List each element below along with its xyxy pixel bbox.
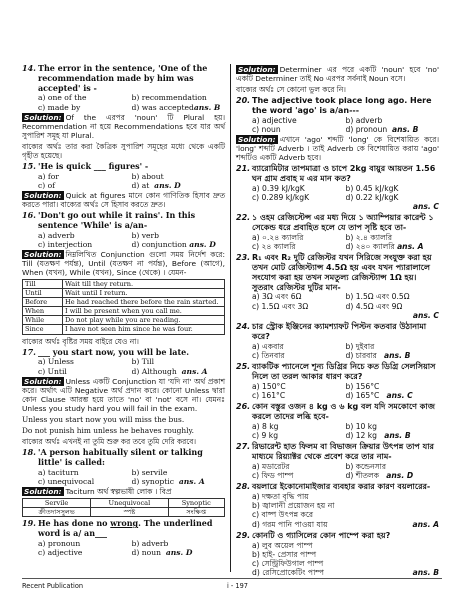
solution-label: Solution: bbox=[24, 191, 62, 201]
question-number: 15. bbox=[22, 160, 36, 171]
question-number: 29. bbox=[236, 530, 251, 540]
question-27 bbox=[236, 442, 439, 480]
option-d: d) ২৪০ ক্যালরি bbox=[345, 242, 395, 252]
answer: ans. D bbox=[154, 180, 181, 190]
question-number: 26. bbox=[236, 402, 251, 412]
underlined-word: wrong bbox=[110, 518, 139, 529]
option-c: c) unequivocal bbox=[38, 476, 95, 486]
option-d: d) গরম পানি পাওয়া যায় bbox=[252, 519, 328, 529]
question-number: 25. bbox=[236, 362, 251, 372]
question-19: 19. He has done no wrong. The underlined word is a/ an___ a) pronoun b) adverb c) adjective d) noun ans. D bbox=[22, 519, 225, 557]
option-d: d) conjunction bbox=[131, 239, 187, 249]
option-b: b) servile bbox=[131, 467, 168, 477]
question-number: 19. bbox=[22, 518, 36, 529]
option-c: c) ফিড পাম্প bbox=[252, 470, 294, 480]
question-text: ব্যাকটিক প্যানেলে শূন্য ডিগ্রির নিচে কত ডিগ্রি সেলসিয়াস নিলে তা তরল আকার ধারণ করে? bbox=[252, 362, 436, 381]
answer: ans. C bbox=[412, 310, 439, 320]
option-c: c) 1.5Ω এবং 3Ω bbox=[252, 301, 309, 311]
solution-translation: বাক্যের অর্থঃ এখনই না তুমি শুরু কর তবে তুমি দেরি করবে। bbox=[22, 436, 196, 446]
page-footer bbox=[22, 582, 442, 592]
option-c: c) তিনবার bbox=[252, 350, 285, 360]
question-text: The error in the sentence, 'One of the recommendation made by him was accepted' is - bbox=[38, 63, 208, 93]
option-d: d) 4.5Ω এবং 9Ω bbox=[345, 301, 403, 311]
option-a: a) taciturn bbox=[38, 467, 79, 477]
question-text: 'He is quick ___ figures' - bbox=[38, 160, 149, 171]
question-number: 28. bbox=[236, 482, 251, 492]
option-d: d) 12 kg bbox=[345, 430, 377, 440]
footer-rule bbox=[22, 578, 442, 579]
option-d: d) at bbox=[131, 180, 150, 190]
question-text: 'Don't go out while it rains'. In this sentence 'While' is a/an- bbox=[38, 210, 196, 230]
option-a: a) 150°C bbox=[252, 381, 286, 391]
example-sentence: Unless you start now you will miss the bus. bbox=[22, 414, 185, 424]
option-a: a) একবার bbox=[252, 341, 284, 351]
solution-text: Quick at figures মানে কোন গাণিতিক হিসাব দ্রুত করতে পারা। বাক্যের অর্থঃ সে হিসাব করতে দ্রুত। bbox=[22, 191, 225, 210]
table-header-row: Servile Unequivocal Synoptic bbox=[23, 499, 225, 508]
question-text: কোনটি ও গ্যাসিলের কোন পাম্পে করা হয়? bbox=[252, 530, 391, 540]
question-text: The adjective took place long ago. Here the word 'ago' is a/an--- bbox=[252, 96, 432, 115]
solution-text: নিম্নলিখিত Conjunction গুলো সময় নির্দেশ করে: Till (যতক্ষণ পর্যন্ত), Until (যতক্ষণ না পর্যন্ত), Before (আগে), When (যখন), While (যখন), Since (থেকে) । যেমন- bbox=[22, 250, 225, 278]
option-a: a) adjective bbox=[252, 115, 297, 125]
question-number: 22. bbox=[236, 213, 251, 223]
option-d: d) pronoun bbox=[345, 124, 388, 134]
option-c: c) of bbox=[38, 180, 56, 190]
option-c: c) adjective bbox=[38, 547, 83, 557]
question-number: 14. bbox=[22, 63, 36, 73]
option-b: b) Till bbox=[131, 357, 155, 367]
solution-label: Solution: bbox=[24, 376, 62, 386]
option-c: c) 0.289 kJ/kgK bbox=[252, 192, 310, 202]
option-a: a) 0.39 kJ/kgK bbox=[252, 183, 305, 193]
option-d: d) 165°C bbox=[345, 390, 380, 400]
option-d: d) Although bbox=[131, 366, 177, 376]
page-number: i - 197 bbox=[227, 582, 248, 590]
option-b: b) adverb bbox=[131, 538, 169, 548]
answer: ans. B bbox=[384, 430, 411, 440]
option-a: a) 8 kg bbox=[252, 421, 279, 431]
table-row: When I will be present when you call me. bbox=[23, 307, 225, 316]
question-text: 'A person habitually silent or talking little' is called: bbox=[38, 447, 203, 467]
option-d: d) was accepted bbox=[131, 102, 194, 112]
question-page bbox=[22, 63, 442, 578]
question-28 bbox=[236, 482, 439, 529]
question-24 bbox=[236, 322, 439, 360]
question-number: 16. bbox=[22, 210, 36, 221]
question-text: চার স্ট্রোক ইঞ্জিনের ক্যামশ্যাফট পিস্টন কতবার উঠানামা করে? bbox=[252, 322, 427, 341]
solution-label: Solution: bbox=[24, 487, 62, 496]
option-b: b) ২.৪ ক্যালরি bbox=[345, 232, 393, 242]
question-number: 20. bbox=[236, 96, 251, 106]
option-b: b) 1.5Ω এবং 0.5Ω bbox=[345, 292, 410, 302]
option-c: c) বাষ্প উৎপন্ন করে bbox=[252, 510, 314, 520]
question-number: 27. bbox=[236, 442, 251, 452]
solution-label: Solution: bbox=[238, 65, 276, 74]
solution-label: Solution: bbox=[24, 250, 62, 260]
option-b: b) about bbox=[131, 171, 164, 181]
option-b: b) হাই- প্রেসার পাম্প bbox=[252, 549, 317, 559]
option-d: d) noun bbox=[131, 547, 161, 557]
answer: ans. B bbox=[384, 350, 411, 360]
table-row: ক্রীতদাসসুলভ স্পষ্ট সংক্ষিপ্ত bbox=[23, 508, 225, 517]
question-16 bbox=[22, 211, 225, 345]
option-a: a) দক্ষতা বৃদ্ধি পায় bbox=[252, 491, 309, 501]
question-21 bbox=[236, 164, 439, 211]
publisher-name: Recent Publication bbox=[22, 582, 84, 590]
option-a: a) adverb bbox=[38, 230, 75, 240]
option-b: b) recommendation bbox=[131, 93, 207, 103]
option-d: d) synoptic bbox=[131, 476, 174, 486]
option-c: c) সেন্ট্রিফিউগাল পাম্প bbox=[252, 559, 324, 569]
option-b: b) adverb bbox=[345, 115, 383, 125]
solution-label: Solution: bbox=[24, 112, 62, 122]
column-divider bbox=[230, 64, 231, 572]
option-b: b) দুইবার bbox=[345, 341, 375, 351]
synonym-table bbox=[22, 498, 225, 517]
table-row: Before He had reached there before the rain started. bbox=[23, 298, 225, 307]
answer: ans. C bbox=[412, 202, 439, 212]
answer: ans. A bbox=[178, 476, 205, 486]
option-a: a) pronoun bbox=[38, 538, 81, 548]
question-text: ব্যারোমিটার তাপমাত্রা ও চাপে 2kg বায়ুর আয়তন 1.56 ঘন গ্রাম প্রবাহ ম এর মান কত? bbox=[252, 164, 436, 183]
question-number: 18. bbox=[22, 447, 36, 457]
option-a: a) মডারেটর bbox=[252, 461, 290, 471]
option-c: c) interjection bbox=[38, 239, 93, 249]
table-row: Since I have not seen him since he was four. bbox=[23, 325, 225, 334]
question-text: R₁ এবং R₂ দুটি রেজিস্টর যখন সিরিজে সংযুক্ত করা হয় তখন মোট রেজিস্ট্যান্স 4.5Ω হয় এবং যখন প্যারালালে সংযোগ করা হয় তখন সমতুল্য রেজিস্ট্যান্স 1Ω হয়। সুতরাং রেজিস্টর দুটির মান- bbox=[252, 253, 432, 292]
question-text: ১ ওহম রেজিস্টেন্স এর মধ্য দিয়ে ১ অ্যাম্পিয়ার কারেন্ট ১ সেকেন্ড ধরে প্রবাহিত হলে যে তাপ সৃষ্টি হবে তা- bbox=[252, 213, 434, 233]
answer: ans. A bbox=[412, 519, 439, 529]
example-sentence: Do not punish him unless he behaves roughly. bbox=[22, 425, 195, 435]
answer: ans. B bbox=[193, 102, 221, 112]
solution-text: Of the এরপর 'noun' টি Plural হয়। Recommendation না হয়ে Recommendations হবে যার অর্থ সুপারিশ সমূহ যা Plural. bbox=[22, 112, 225, 140]
question-number: 23. bbox=[236, 253, 251, 263]
option-d: d) 0.22 kJ/kgK bbox=[345, 192, 399, 202]
question-text: কোন বস্তুর ওজন ৪ kg ও ৬ kg বল যদি সমকোণে কাজ করলে তাদের লব্ধি হবে- bbox=[252, 402, 435, 421]
conjunction-table bbox=[22, 279, 225, 334]
solution-text: এখানে 'ago' শব্দটি 'long' কে বিশেষায়িত করে। 'long' শব্দটি Adverb । তাই Adverb কে বিশেষায়িত করায় 'ago' শব্দটিও একটি Adverb হবে। bbox=[236, 135, 439, 163]
right-column bbox=[236, 64, 439, 580]
question-17 bbox=[22, 348, 225, 446]
solution-text: Determiner এর পরে একটি 'noun' হবে 'no' একটি Determiner তাই No এরপর সর্বনাই Noun বসে। bbox=[236, 65, 439, 84]
answer: ans. C bbox=[386, 390, 413, 400]
option-a: a) Unless bbox=[38, 357, 74, 367]
question-15 bbox=[22, 162, 225, 209]
option-d: d) চারবার bbox=[345, 350, 377, 360]
answer: ans. D bbox=[189, 239, 216, 249]
question-25 bbox=[236, 362, 439, 400]
option-a: a) one of the bbox=[38, 93, 87, 103]
answer: ans. A bbox=[181, 366, 208, 376]
question-text: রিভারেন্ট হাত ফিলম বা বিভাজন ক্রিয়ার উৎপন্ন তাপ যার মাধ্যমে রিয়্যাক্টর থেকে প্রবেশ করে তার নাম- bbox=[252, 442, 434, 461]
option-c: c) ২৪ ক্যালরি bbox=[252, 242, 296, 252]
question-23 bbox=[236, 253, 439, 320]
answer: ans. D bbox=[165, 547, 193, 557]
question-18 bbox=[22, 448, 225, 517]
solution-label: Solution: bbox=[238, 135, 276, 145]
table-row: While Do not play while you are reading. bbox=[23, 316, 225, 325]
option-b: b) 156°C bbox=[345, 381, 380, 391]
table-row: Till Wait till they return. bbox=[23, 280, 225, 289]
option-c: c) noun bbox=[252, 124, 281, 134]
table-row: Until Wait until I return. bbox=[23, 289, 225, 298]
option-b: b) কন্ডেনসার bbox=[345, 461, 387, 471]
answer: ans. B bbox=[392, 124, 419, 134]
solution-translation: বাক্যের অর্থঃ বৃষ্টির সময় বাইরে যেও না। bbox=[22, 336, 139, 346]
question-number: 21. bbox=[236, 164, 251, 174]
option-d: d) শীতলক bbox=[345, 470, 380, 480]
question-20 bbox=[236, 96, 439, 162]
option-c: c) made by bbox=[38, 102, 81, 112]
option-c: c) 9 kg bbox=[252, 430, 279, 440]
answer: ans. B bbox=[412, 568, 439, 578]
solution-translation: বাক্যের অর্থঃ তার করা কৈত্রিক সুপারিশ সমূহের মধ্যে থেকে একটি গৃহীত হয়েছে। bbox=[22, 141, 225, 160]
option-b: b) 0.45 kJ/kgK bbox=[345, 183, 399, 193]
answer: ans. A bbox=[397, 242, 424, 252]
question-number: 24. bbox=[236, 322, 251, 332]
option-b: b) জ্বালানী প্রয়োজন হয় না bbox=[252, 501, 335, 511]
option-c: c) 161°C bbox=[252, 390, 286, 400]
question-22 bbox=[236, 213, 439, 251]
question-29 bbox=[236, 531, 439, 578]
option-b: b) 10 kg bbox=[345, 421, 377, 431]
question-number: 17. bbox=[22, 346, 36, 357]
solution-text: Taciturn অর্থ স্বল্পভাষী লোক । বিপ্র bbox=[65, 487, 172, 496]
answer: ans. D bbox=[386, 470, 414, 480]
option-a: a) ০.২৪ ক্যালরি bbox=[252, 232, 304, 242]
option-a: a) for bbox=[38, 171, 59, 181]
solution-translation: বাক্যের অর্থঃ সে কোনো ভুল করে নি। bbox=[236, 85, 346, 95]
solution-text: Unless একটি Conjunction যা 'যদি না' অর্থ প্রকাশ করে। অর্থাৎ এটি Negative অর্থ প্রদান করে। কোনো Unless দ্বারা কোন Clause আরম্ভ হয়ে তাতে 'no' বা 'not' বসে না। যেমনঃ Unless you study hard you will fail in the exam. bbox=[22, 376, 225, 413]
question-text: ___ you start now, you will be late. bbox=[38, 346, 190, 357]
question-14 bbox=[22, 64, 225, 160]
option-a: a) 3Ω এবং 6Ω bbox=[252, 292, 302, 302]
option-a: a) লুব অয়েল পাম্প bbox=[252, 540, 313, 550]
left-column bbox=[22, 64, 225, 559]
option-c: c) Until bbox=[38, 366, 67, 376]
question-text: বয়লারে ইকোনোমাইজার ব্যবহার করার কারণ বয়লারের- bbox=[252, 482, 431, 492]
question-26 bbox=[236, 402, 439, 440]
option-d: d) রেসিপ্রোকেটিং পাম্প bbox=[252, 568, 325, 578]
option-b: b) verb bbox=[131, 230, 160, 240]
